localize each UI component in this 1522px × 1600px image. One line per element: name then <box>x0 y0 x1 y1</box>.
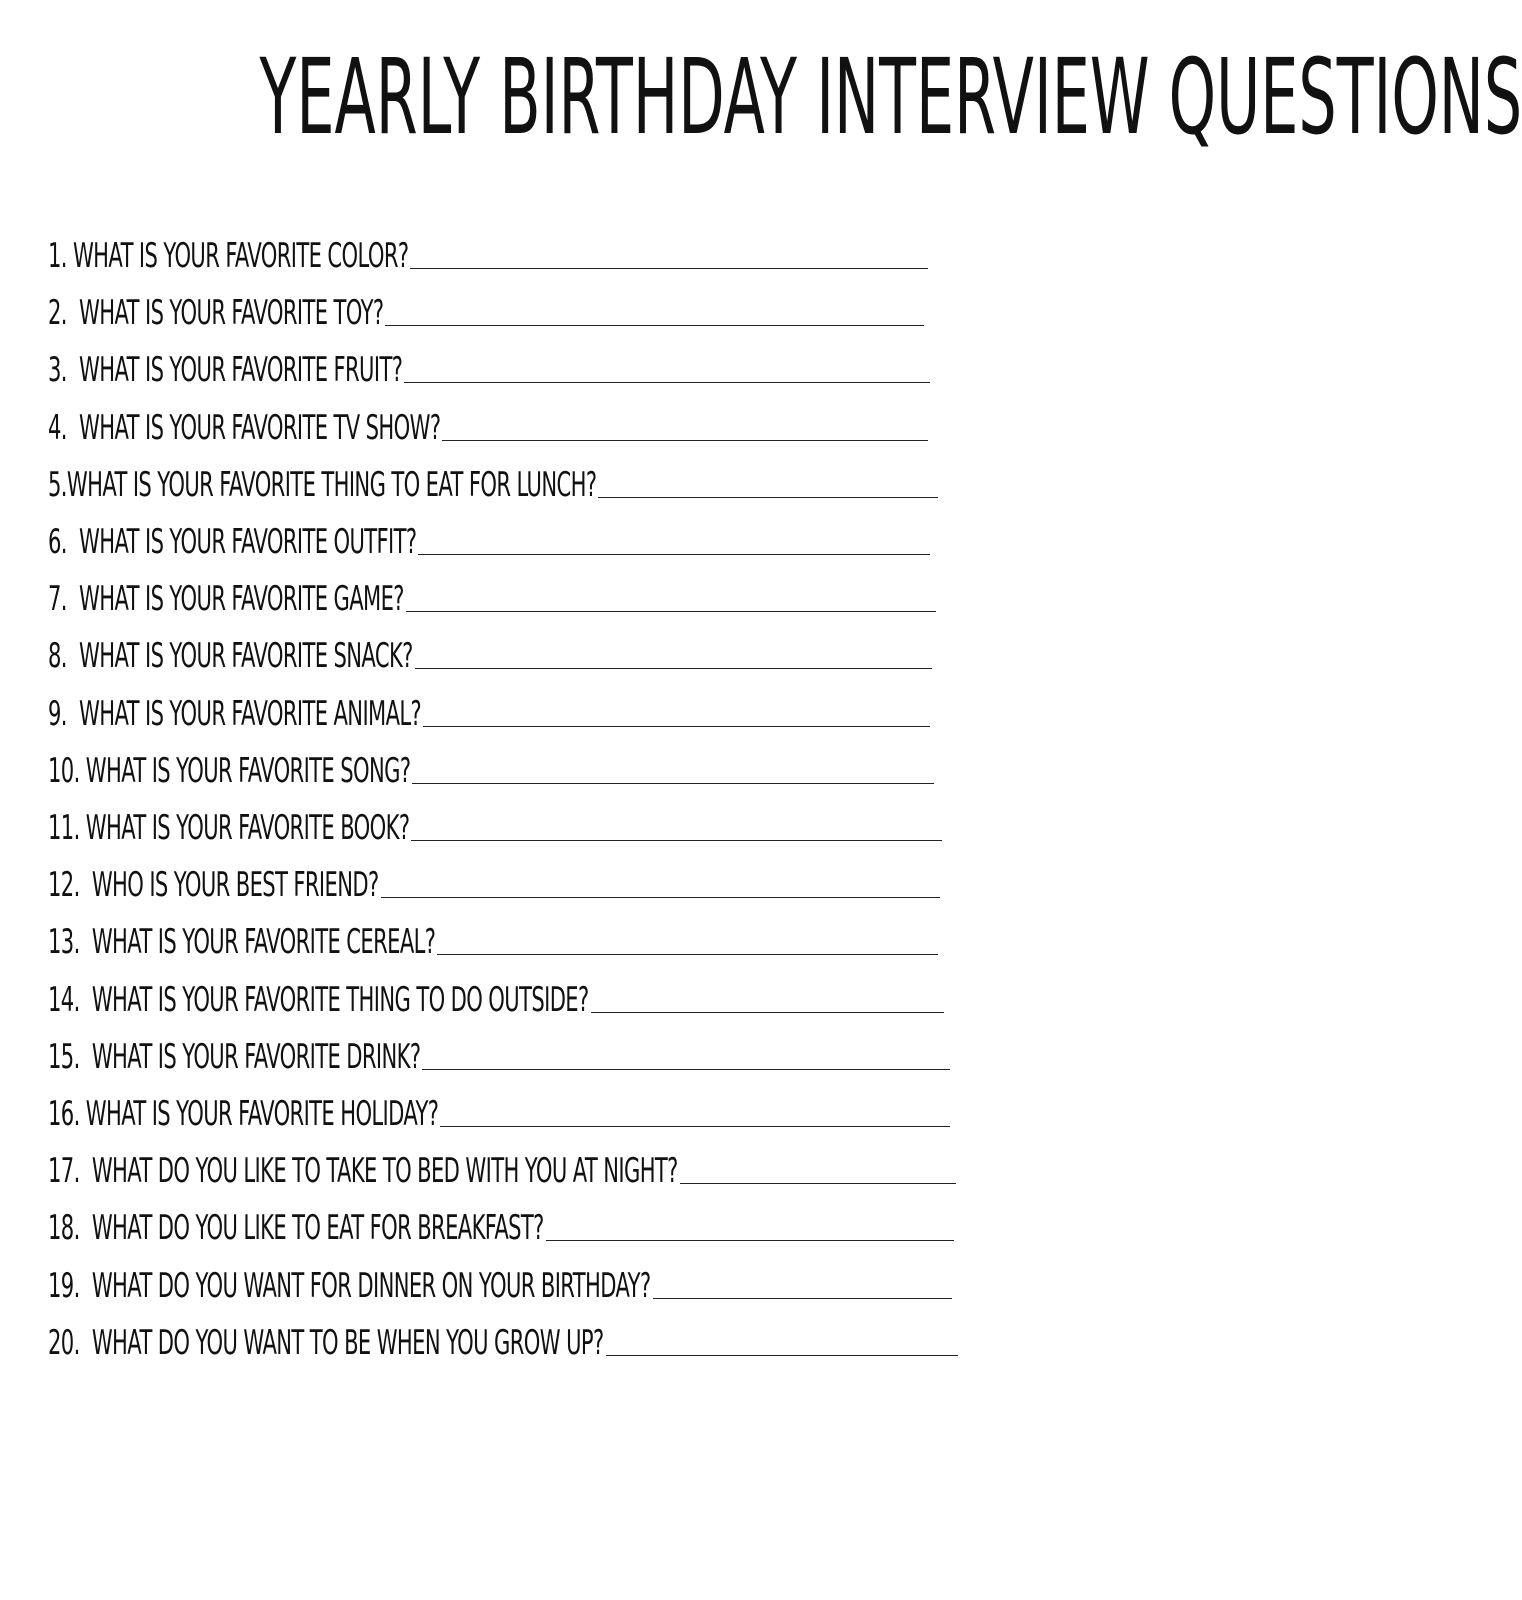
question-text: 19. WHAT DO YOU WANT FOR DINNER ON YOUR BIRTHDAY? <box>48 1265 651 1306</box>
question-text: 20. WHAT DO YOU WANT TO BE WHEN YOU GROW UP? <box>48 1322 604 1363</box>
answer-line[interactable] <box>406 611 936 612</box>
question-row <box>48 394 681 452</box>
answer-line[interactable] <box>440 1126 950 1127</box>
answer-line[interactable] <box>680 1183 956 1184</box>
question-row <box>48 966 920 1024</box>
question-row <box>48 1309 944 1367</box>
question-text: 4. WHAT IS YOUR FAVORITE TV SHOW? <box>48 407 441 448</box>
question-row <box>48 565 622 623</box>
answer-line[interactable] <box>598 497 938 498</box>
question-row <box>48 851 581 909</box>
question-text: 5.WHAT IS YOUR FAVORITE THING TO EAT FOR LUNCH? <box>48 464 597 505</box>
answer-line[interactable] <box>418 554 930 555</box>
question-row <box>48 1252 1020 1310</box>
question-row <box>48 451 933 509</box>
question-text: 10. WHAT IS YOUR FAVORITE SONG? <box>48 750 411 791</box>
question-text: 18. WHAT DO YOU LIKE TO EAT FOR BREAKFAST? <box>48 1208 544 1249</box>
answer-line[interactable] <box>653 1298 952 1299</box>
question-text: 7. WHAT IS YOUR FAVORITE GAME? <box>48 579 404 620</box>
question-row <box>48 908 673 966</box>
answer-line[interactable] <box>404 382 930 383</box>
answer-line[interactable] <box>415 668 932 669</box>
question-row <box>48 1194 848 1252</box>
question-text: 6. WHAT IS YOUR FAVORITE OUTFIT? <box>48 522 417 562</box>
question-row <box>48 794 631 852</box>
question-row <box>48 680 650 738</box>
answer-line[interactable] <box>411 840 942 841</box>
question-row <box>48 622 636 680</box>
question-text: 1. WHAT IS YOUR FAVORITE COLOR? <box>48 236 409 276</box>
answer-line[interactable] <box>410 268 928 269</box>
answer-line[interactable] <box>546 1240 954 1241</box>
question-row <box>48 508 642 566</box>
question-row <box>48 1023 649 1081</box>
question-text: 12. WHO IS YOUR BEST FRIEND? <box>48 865 379 906</box>
question-text: 8. WHAT IS YOUR FAVORITE SNACK? <box>48 636 413 677</box>
question-text: 15. WHAT IS YOUR FAVORITE DRINK? <box>48 1036 421 1077</box>
answer-line[interactable] <box>591 1012 944 1013</box>
question-text: 11. WHAT IS YOUR FAVORITE BOOK? <box>48 808 410 848</box>
question-text: 13. WHAT IS YOUR FAVORITE CEREAL? <box>48 922 436 963</box>
question-text: 16. WHAT IS YOUR FAVORITE HOLIDAY? <box>48 1094 439 1134</box>
answer-line[interactable] <box>437 954 938 955</box>
question-text: 2. WHAT IS YOUR FAVORITE TOY? <box>48 293 384 334</box>
question-text: 3. WHAT IS YOUR FAVORITE FRUIT? <box>48 350 403 391</box>
question-row <box>48 336 619 394</box>
question-text: 9. WHAT IS YOUR FAVORITE ANIMAL? <box>48 693 422 734</box>
question-text: 14. WHAT IS YOUR FAVORITE THING TO DO OUTSIDE? <box>48 979 589 1020</box>
question-row <box>48 1137 1064 1195</box>
question-row <box>48 737 633 795</box>
question-text: 17. WHAT DO YOU LIKE TO TAKE TO BED WITH YOU AT NIGHT? <box>48 1151 678 1192</box>
question-row <box>48 222 629 280</box>
answer-line[interactable] <box>412 783 934 784</box>
page-title: YEARLY BIRTHDAY INTERVIEW QUESTIONS <box>259 36 1522 158</box>
answer-line[interactable] <box>442 440 928 441</box>
answer-line[interactable] <box>385 325 924 326</box>
answer-line[interactable] <box>606 1355 958 1356</box>
answer-line[interactable] <box>381 897 940 898</box>
question-row <box>48 1080 678 1138</box>
answer-line[interactable] <box>422 1069 950 1070</box>
question-row <box>48 279 589 337</box>
answer-line[interactable] <box>423 726 930 727</box>
